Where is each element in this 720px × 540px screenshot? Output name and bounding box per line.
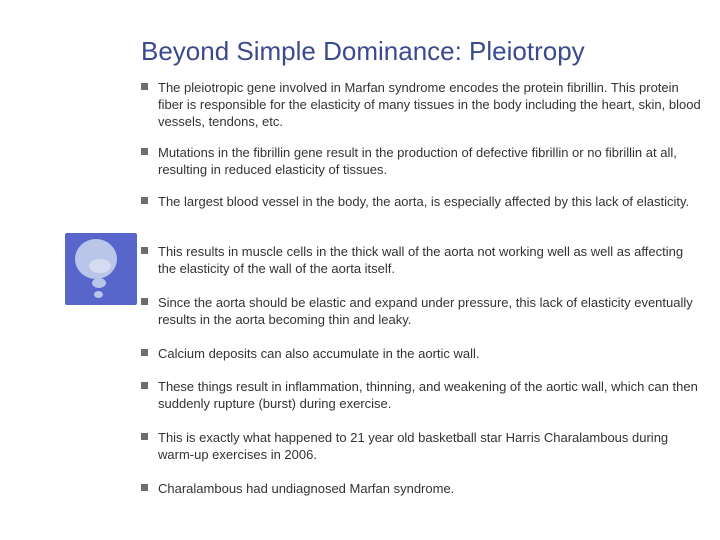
bullet-marker-icon — [141, 349, 148, 356]
bubble-medium — [89, 259, 111, 273]
list-item — [141, 294, 709, 328]
list-item — [141, 144, 709, 178]
bullet-text: The pleiotropic gene involved in Marfan syndrome encodes the protein fibrillin. This protein fiber is responsible for the elasticity of many tissues in the body including the heart, skin, blood vessels, tendons, etc. — [158, 80, 701, 129]
list-item — [141, 480, 709, 497]
list-item — [141, 345, 709, 362]
bullet-text: This is exactly what happened to 21 year old basketball star Harris Charalambous during warm-up exercises in 2006. — [158, 430, 669, 462]
bullet-text: The largest blood vessel in the body, the aorta, is especially affected by this lack of elasticity. — [158, 194, 690, 209]
bullet-marker-icon — [141, 148, 148, 155]
slide-title: Beyond Simple Dominance: Pleiotropy — [141, 36, 585, 66]
bubble-small — [92, 278, 106, 288]
list-item — [141, 243, 709, 277]
bullet-marker-icon — [141, 433, 148, 440]
bullet-marker-icon — [141, 382, 148, 389]
bullet-text: Calcium deposits can also accumulate in the aortic wall. — [158, 346, 480, 361]
bullet-marker-icon — [141, 298, 148, 305]
bullet-text: This results in muscle cells in the thick wall of the aorta not working well as well as affecting the elasticity of the wall of the aorta itself. — [158, 244, 684, 276]
bubble-tiny — [94, 291, 103, 298]
bullet-marker-icon — [141, 484, 148, 491]
thought-bubble-icon — [65, 233, 137, 305]
bullet-marker-icon — [141, 83, 148, 90]
list-item — [141, 79, 709, 130]
bullet-text: Since the aorta should be elastic and expand under pressure, this lack of elasticity eventually results in the aorta becoming thin and leaky. — [158, 295, 693, 327]
bullet-text: Mutations in the fibrillin gene result in the production of defective fibrillin or no fibrillin at all, resulting in reduced elasticity of tissues. — [158, 145, 677, 177]
bullet-text: Charalambous had undiagnosed Marfan syndrome. — [158, 481, 455, 496]
list-item — [141, 193, 709, 210]
list-item — [141, 378, 709, 412]
list-item — [141, 429, 709, 463]
bullet-text: These things result in inflammation, thinning, and weakening of the aortic wall, which can then suddenly rupture (burst) during exercise. — [158, 379, 698, 411]
bullet-marker-icon — [141, 247, 148, 254]
bullet-marker-icon — [141, 197, 148, 204]
